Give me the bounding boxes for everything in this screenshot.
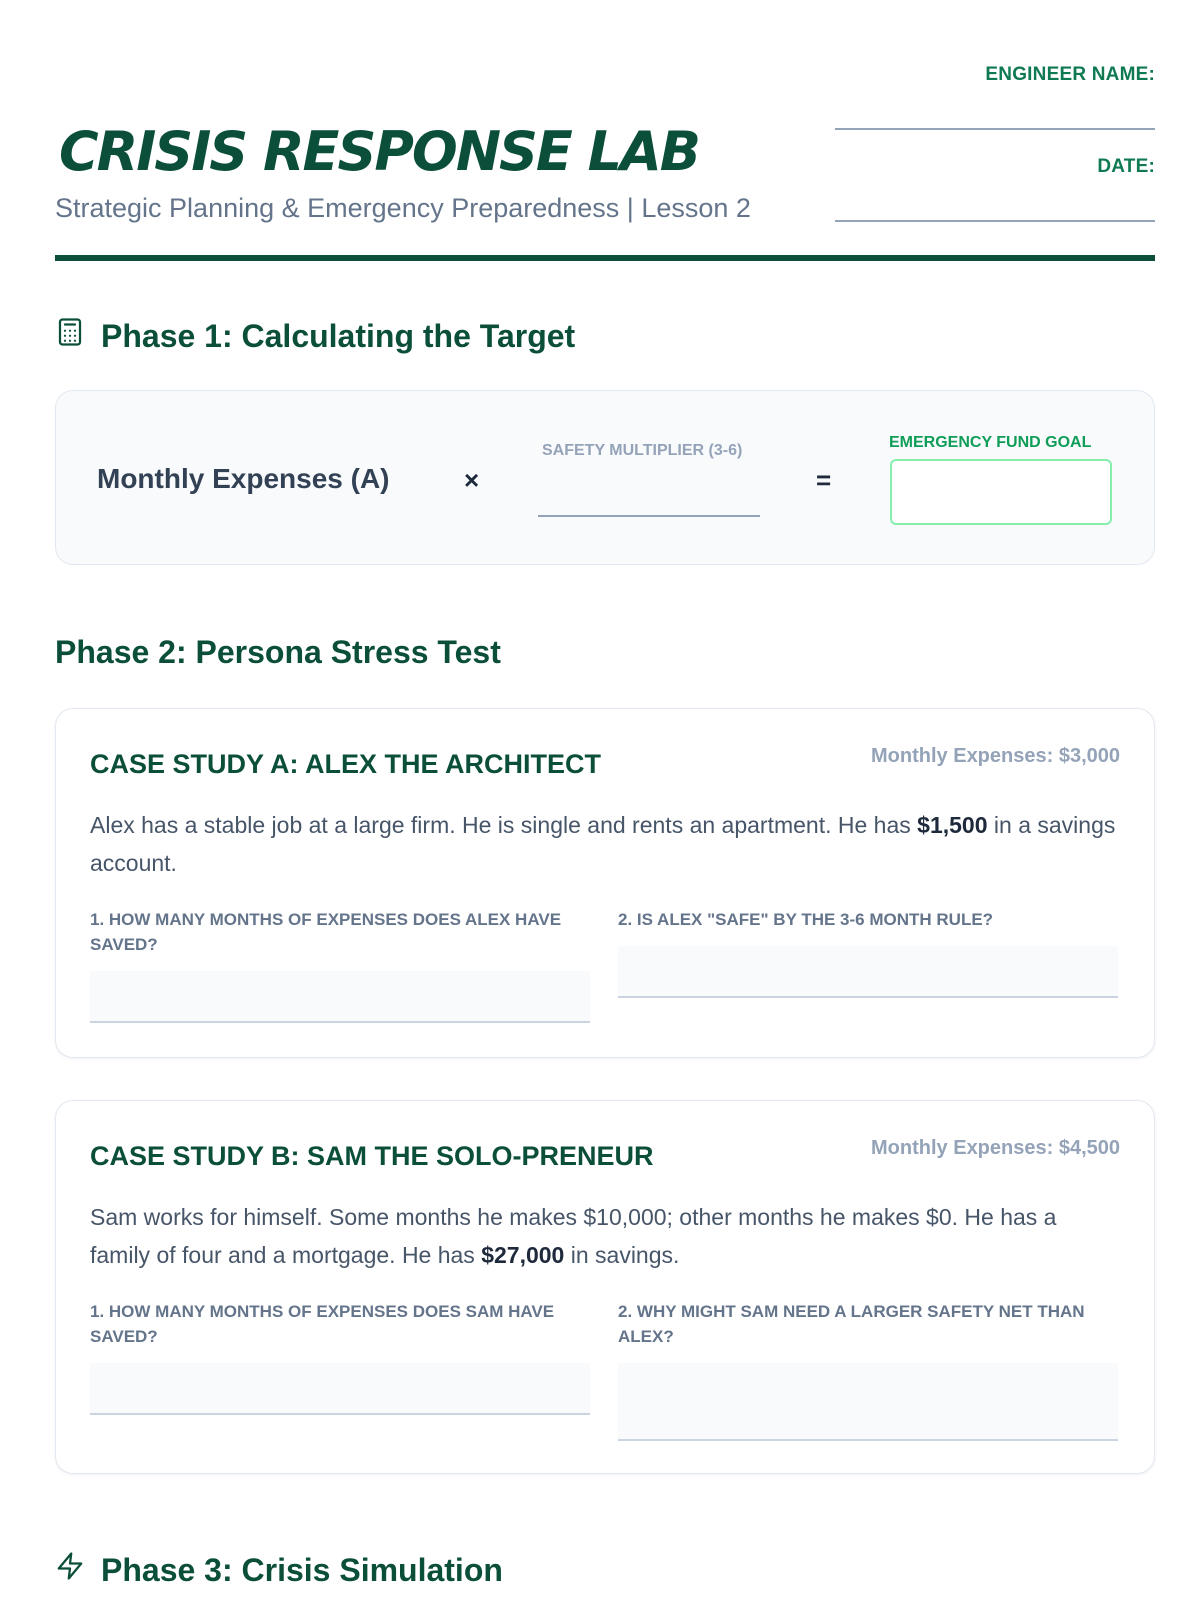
phase2-heading xyxy=(55,634,501,671)
case-b-savings: $27,000 xyxy=(481,1242,565,1268)
case-b-question-1: 1. HOW MANY MONTHS OF EXPENSES DOES SAM HAVE SAVED? xyxy=(90,1302,555,1346)
header-divider xyxy=(55,255,1155,261)
date-label: DATE: xyxy=(1097,156,1155,177)
times-symbol: × xyxy=(464,465,480,495)
case-a-title: CASE STUDY A: ALEX THE ARCHITECT xyxy=(90,749,602,779)
phase3-heading xyxy=(55,1551,503,1589)
page-header xyxy=(55,0,1155,265)
case-b-expenses: Monthly Expenses: $4,500 xyxy=(871,1137,1120,1159)
phase3-title: Phase 3: Crisis Simulation xyxy=(101,1551,503,1588)
case-a-answer-1[interactable] xyxy=(90,971,590,1023)
page-subtitle: Strategic Planning & Emergency Preparedness | Lesson 2 xyxy=(55,193,751,223)
safety-multiplier-field[interactable] xyxy=(538,515,760,517)
case-a-question-1: 1. HOW MANY MONTHS OF EXPENSES DOES ALEX HAVE SAVED? xyxy=(90,910,562,954)
calculation-box xyxy=(55,390,1155,565)
case-b-answer-1[interactable] xyxy=(90,1363,590,1415)
emergency-fund-goal-label: EMERGENCY FUND GOAL xyxy=(889,434,1092,451)
case-a-expenses: Monthly Expenses: $3,000 xyxy=(871,745,1120,767)
case-b-description: Sam works for himself. Some months he makes $10,000; other months he makes $0. He has a family of four and a mortgage. He has $27,000 in savings. xyxy=(90,1204,1057,1268)
phase2-title: Phase 2: Persona Stress Test xyxy=(55,634,501,670)
engineer-name-field[interactable] xyxy=(835,128,1155,130)
monthly-expenses-label: Monthly Expenses (A) xyxy=(97,463,390,494)
case-study-a xyxy=(55,708,1155,1058)
case-study-b xyxy=(55,1100,1155,1474)
emergency-fund-goal-field[interactable] xyxy=(890,459,1112,525)
case-a-answer-2[interactable] xyxy=(618,946,1118,998)
calculator-icon xyxy=(55,317,85,355)
case-b-question-2: 2. WHY MIGHT SAM NEED A LARGER SAFETY NET THAN ALEX? xyxy=(618,1302,1085,1346)
phase1-title: Phase 1: Calculating the Target xyxy=(101,317,576,354)
equals-symbol: = xyxy=(816,465,832,495)
date-field[interactable] xyxy=(835,220,1155,222)
case-b-answer-2[interactable] xyxy=(618,1363,1118,1441)
lightning-icon xyxy=(55,1551,85,1589)
safety-multiplier-label: SAFETY MULTIPLIER (3-6) xyxy=(542,442,743,459)
phase1-heading xyxy=(55,317,575,355)
page-title: CRISIS RESPONSE LAB xyxy=(59,120,699,183)
engineer-name-label: ENGINEER NAME: xyxy=(985,64,1155,85)
case-b-title: CASE STUDY B: SAM THE SOLO-PRENEUR xyxy=(90,1141,654,1171)
case-a-description: Alex has a stable job at a large firm. He is single and rents an apartment. He has $1,500 in a savings account. xyxy=(90,812,1116,876)
case-a-savings: $1,500 xyxy=(917,812,988,838)
case-a-question-2: 2. IS ALEX "SAFE" BY THE 3-6 MONTH RULE? xyxy=(618,910,994,929)
